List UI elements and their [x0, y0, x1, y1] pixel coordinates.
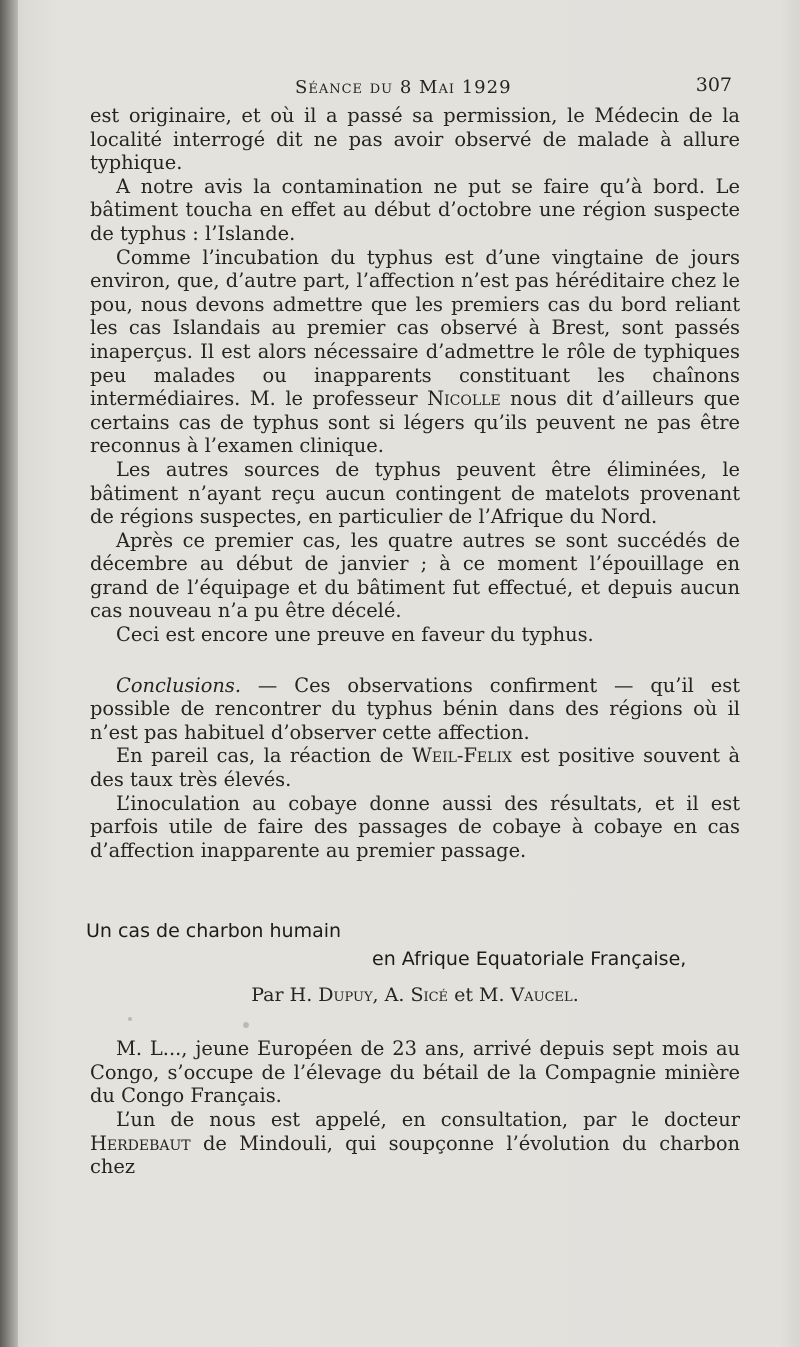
page-text: [86, 72, 741, 1179]
paragraph-case-intro: M. L..., jeune Européen de 23 ans, arrivé depuis sept mois au Congo, s’occupe de l’élevage du bétail de la Compagnie minière du Congo Français.: [90, 1037, 740, 1108]
paragraph-inoculation: L’inoculation au cobaye donne aussi des résultats, et il est parfois utile de faire des passages de cobaye à cobaye en cas d’affection inapparente au premier passage.: [90, 791, 740, 862]
paragraph-weil-felix: En pareil cas, la réaction de Weil-Felix est positive souvent à des taux très élevés.: [90, 744, 741, 792]
name-weil-felix: Weil-Felix: [411, 744, 512, 768]
paragraph-subsequent-cases: Après ce premier cas, les quatre autres se sont succédés de décembre au début de janvier ; à ce moment l’épouillage en grand de l’équipage et du bâtiment fut effectué, et depuis aucun cas nouveau n’a pu être décelé.: [90, 528, 740, 623]
name-nicolle: Nicolle: [427, 387, 501, 411]
paragraph-contamination: A notre avis la contamination ne put se faire qu’à bord. Le bâtiment toucha en effet au début d’octobre une région suspecte de typhus : l’Islande.: [90, 174, 740, 245]
page-number: 307: [695, 74, 732, 96]
conclusions-label: Conclusions.: [116, 673, 241, 697]
paragraph-conclusions: Conclusions. — Ces observations confirment — qu’il est possible de rencontrer du typhus bénin dans des régions où il n’est pas habituel d’observer cette affection.: [90, 673, 740, 744]
book-spine-shadow: [0, 0, 18, 1347]
article-authors: Par H. Dupuy, A. Sicé et M. Vaucel.: [251, 983, 579, 1006]
paragraph-consultation: L’un de nous est appelé, en consultation, par le docteur Herdebaut de Mindouli, qui soupçonne l’évolution du charbon chez: [90, 1107, 740, 1179]
paragraph-proof: Ceci est encore une preuve en faveur du typhus.: [116, 623, 594, 647]
article-title-line-2: en Afrique Equatoriale Française,: [372, 948, 687, 970]
name-herdebaut: Herdebaut: [90, 1131, 191, 1155]
article-title-line-1: Un cas de charbon humain: [86, 920, 342, 943]
ink-speck: [243, 1022, 249, 1028]
author-sice: Sicé: [410, 983, 449, 1006]
ink-speck: [128, 1017, 132, 1021]
author-vaucel: Vaucel: [510, 983, 573, 1006]
paragraph-other-sources: Les autres sources de typhus peuvent être éliminées, le bâtiment n’ayant reçu aucun contingent de matelots provenant de régions suspectes, en particulier de l’Afrique du Nord.: [90, 457, 740, 529]
author-dupuy: Dupuy: [318, 983, 373, 1006]
section-gap: [90, 647, 740, 674]
running-head-title: Séance du 8 Mai 1929: [295, 77, 512, 98]
running-head: [90, 72, 740, 104]
paragraph-continuation: est originaire, et où il a passé sa permission, le Médecin de la localité interrogé dit ne pas avoir observé de malade à allure typhique.: [90, 104, 740, 175]
section-gap: [90, 1007, 740, 1037]
paragraph-incubation: Comme l’incubation du typhus est d’une vingtaine de jours environ, que, d’autre part, l’affection n’est pas héréditaire chez le pou, nous devons admettre que les premiers cas du bord reliant les cas Islandais au premier cas observé à Brest, sont passés inaperçus. Il est alors nécessaire d’admettre le rôle de typhiques peu malades ou inapparents constituant les chaînons intermédiaires. M. le professeur Nicolle nous dit d’ailleurs que certains cas de typhus sont si légers qu’ils peuvent ne pas être reconnus à l’examen clinique.: [90, 245, 740, 458]
